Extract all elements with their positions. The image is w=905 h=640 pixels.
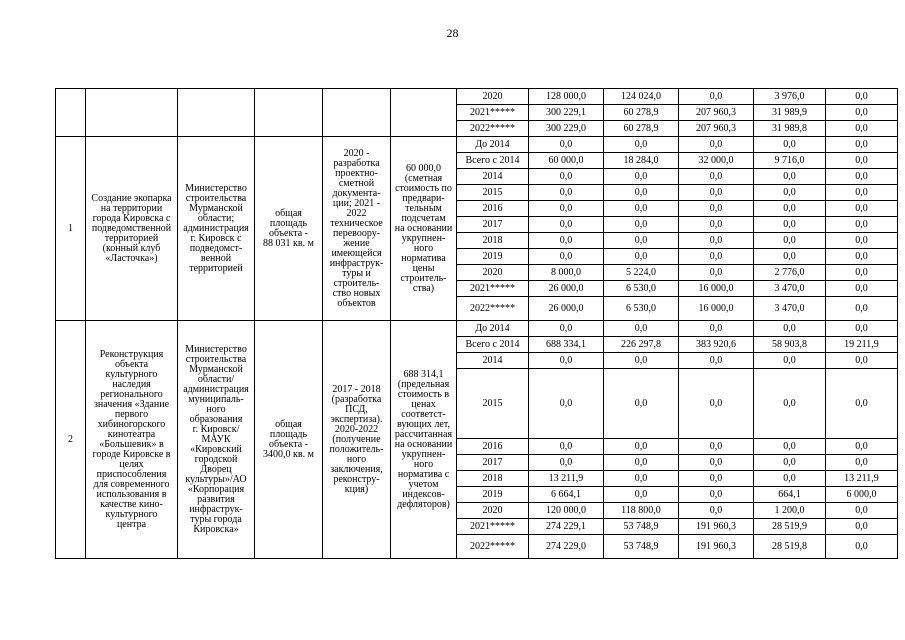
project-number: 1 [56, 137, 86, 321]
year-cell: Всего с 2014 [457, 337, 529, 353]
total-cell: 0,0 [529, 233, 604, 249]
total-cell: 0,0 [529, 455, 604, 471]
other-cell: 13 211,9 [826, 471, 898, 487]
local-cell: 3 470,0 [754, 281, 826, 297]
other-cell: 0,0 [826, 265, 898, 281]
local-cell: 0,0 [754, 353, 826, 369]
federal-cell: 53 748,9 [604, 519, 679, 535]
year-cell: 2019 [457, 487, 529, 503]
regional-cell: 0,0 [679, 265, 754, 281]
year-cell: 2021***** [457, 281, 529, 297]
year-cell: 2018 [457, 233, 529, 249]
year-cell: 2020 [457, 265, 529, 281]
federal-cell: 0,0 [604, 321, 679, 337]
federal-cell: 60 278,9 [604, 121, 679, 137]
other-cell: 0,0 [826, 535, 898, 559]
table-row [56, 89, 898, 105]
federal-cell: 60 278,9 [604, 105, 679, 121]
other-cell: 0,0 [826, 503, 898, 519]
other-cell: 0,0 [826, 121, 898, 137]
regional-cell: 16 000,0 [679, 281, 754, 297]
federal-cell: 0,0 [604, 233, 679, 249]
year-cell: 2014 [457, 353, 529, 369]
federal-cell: 0,0 [604, 185, 679, 201]
local-cell: 0,0 [754, 471, 826, 487]
total-cell: 0,0 [529, 369, 604, 439]
year-cell: 2016 [457, 201, 529, 217]
year-cell: 2021***** [457, 105, 529, 121]
federal-cell: 53 748,9 [604, 535, 679, 559]
federal-cell: 0,0 [604, 201, 679, 217]
other-cell: 0,0 [826, 439, 898, 455]
year-cell: 2019 [457, 249, 529, 265]
local-cell: 9 716,0 [754, 153, 826, 169]
local-cell: 28 519,8 [754, 535, 826, 559]
total-cell: 300 229,1 [529, 105, 604, 121]
regional-cell: 0,0 [679, 321, 754, 337]
project-timeline: 2017 - 2018 (разработка ПСД, экспертиза). 2020-2022 (получение положитель- ного заключения, реконстру- кция) [323, 321, 391, 559]
year-cell: 2014 [457, 169, 529, 185]
regional-cell: 32 000,0 [679, 153, 754, 169]
other-cell: 0,0 [826, 353, 898, 369]
other-cell: 0,0 [826, 233, 898, 249]
other-cell: 0,0 [826, 169, 898, 185]
federal-cell: 0,0 [604, 439, 679, 455]
federal-cell: 118 800,0 [604, 503, 679, 519]
other-cell: 0,0 [826, 153, 898, 169]
total-cell: 0,0 [529, 169, 604, 185]
project-timeline: 2020 - разработка проектно- сметной документа- ции; 2021 - 2022 техническое перевоору- жение имеющейся инфраструк- туры и строитель- ство новых объектов [323, 137, 391, 321]
federal-cell: 18 284,0 [604, 153, 679, 169]
local-cell: 0,0 [754, 233, 826, 249]
num-cell [56, 89, 86, 137]
regional-cell: 191 960,3 [679, 519, 754, 535]
project-name: Реконструкция объекта культурного наследия регионального значения «Здание первого хибиногорского кинотеатра «Большевик» в городе Кировске в целях приспособления для современного использования в качестве кино- культурного центра [86, 321, 178, 559]
year-cell: До 2014 [457, 321, 529, 337]
local-cell: 28 519,9 [754, 519, 826, 535]
table-row [56, 321, 898, 337]
total-cell: 0,0 [529, 321, 604, 337]
regional-cell: 0,0 [679, 185, 754, 201]
regional-cell: 0,0 [679, 89, 754, 105]
cost-cell [391, 89, 457, 137]
local-cell: 0,0 [754, 137, 826, 153]
total-cell: 688 334,1 [529, 337, 604, 353]
year-cell: 2022***** [457, 535, 529, 559]
federal-cell: 6 530,0 [604, 281, 679, 297]
federal-cell: 0,0 [604, 217, 679, 233]
federal-cell: 0,0 [604, 249, 679, 265]
project-number: 2 [56, 321, 86, 559]
regional-cell: 207 960,3 [679, 105, 754, 121]
name-cell [86, 89, 178, 137]
other-cell: 0,0 [826, 321, 898, 337]
other-cell: 0,0 [826, 217, 898, 233]
year-cell: 2015 [457, 185, 529, 201]
year-cell: 2020 [457, 89, 529, 105]
year-cell: 2017 [457, 217, 529, 233]
customer-cell [178, 89, 255, 137]
federal-cell: 0,0 [604, 353, 679, 369]
local-cell: 2 776,0 [754, 265, 826, 281]
page-number: 28 [446, 26, 459, 40]
local-cell: 0,0 [754, 369, 826, 439]
federal-cell: 0,0 [604, 455, 679, 471]
year-cell: До 2014 [457, 137, 529, 153]
federal-cell: 5 224,0 [604, 265, 679, 281]
local-cell: 58 903,8 [754, 337, 826, 353]
other-cell: 0,0 [826, 455, 898, 471]
capacity-cell [255, 89, 323, 137]
year-cell: 2018 [457, 471, 529, 487]
timeline-cell [323, 89, 391, 137]
total-cell: 26 000,0 [529, 297, 604, 321]
investment-table [55, 88, 898, 559]
regional-cell: 0,0 [679, 471, 754, 487]
regional-cell: 0,0 [679, 455, 754, 471]
local-cell: 0,0 [754, 249, 826, 265]
project-capacity: общая площадь объекта - 88 031 кв. м [255, 137, 323, 321]
total-cell: 274 229,1 [529, 519, 604, 535]
total-cell: 120 000,0 [529, 503, 604, 519]
local-cell: 664,1 [754, 487, 826, 503]
regional-cell: 0,0 [679, 353, 754, 369]
other-cell: 0,0 [826, 519, 898, 535]
local-cell: 0,0 [754, 321, 826, 337]
federal-cell: 0,0 [604, 487, 679, 503]
regional-cell: 0,0 [679, 369, 754, 439]
other-cell: 19 211,9 [826, 337, 898, 353]
local-cell: 3 470,0 [754, 297, 826, 321]
regional-cell: 16 000,0 [679, 297, 754, 321]
federal-cell: 0,0 [604, 137, 679, 153]
total-cell: 6 664,1 [529, 487, 604, 503]
total-cell: 0,0 [529, 439, 604, 455]
project-name: Создание экопарка на территории города Кировска с подведомственной территорией (конный клуб «Ласточка») [86, 137, 178, 321]
local-cell: 0,0 [754, 169, 826, 185]
local-cell: 3 976,0 [754, 89, 826, 105]
total-cell: 300 229,0 [529, 121, 604, 137]
local-cell: 0,0 [754, 217, 826, 233]
project-customer: Министерство строительства Мурманской области; администрация г. Кировск с подведомст- венной территорией [178, 137, 255, 321]
total-cell: 0,0 [529, 185, 604, 201]
local-cell: 0,0 [754, 201, 826, 217]
year-cell: Всего с 2014 [457, 153, 529, 169]
total-cell: 60 000,0 [529, 153, 604, 169]
other-cell: 0,0 [826, 185, 898, 201]
local-cell: 0,0 [754, 439, 826, 455]
regional-cell: 0,0 [679, 217, 754, 233]
other-cell: 0,0 [826, 249, 898, 265]
total-cell: 128 000,0 [529, 89, 604, 105]
year-cell: 2015 [457, 369, 529, 439]
other-cell: 0,0 [826, 105, 898, 121]
regional-cell: 0,0 [679, 487, 754, 503]
year-cell: 2022***** [457, 121, 529, 137]
year-cell: 2016 [457, 439, 529, 455]
other-cell: 6 000,0 [826, 487, 898, 503]
regional-cell: 0,0 [679, 137, 754, 153]
federal-cell: 6 530,0 [604, 297, 679, 321]
year-cell: 2021***** [457, 519, 529, 535]
other-cell: 0,0 [826, 369, 898, 439]
federal-cell: 0,0 [604, 369, 679, 439]
local-cell: 0,0 [754, 185, 826, 201]
year-cell: 2022***** [457, 297, 529, 321]
other-cell: 0,0 [826, 201, 898, 217]
federal-cell: 0,0 [604, 471, 679, 487]
regional-cell: 383 920,6 [679, 337, 754, 353]
total-cell: 274 229,0 [529, 535, 604, 559]
federal-cell: 0,0 [604, 169, 679, 185]
regional-cell: 0,0 [679, 249, 754, 265]
total-cell: 0,0 [529, 353, 604, 369]
total-cell: 8 000,0 [529, 265, 604, 281]
year-cell: 2017 [457, 455, 529, 471]
project-customer: Министерство строительства Мурманской области/ администрация муниципаль- ного образования г. Кировск/ МАУК «Кировский городской Дворец культуры»/АО «Корпорация развития инфраструк- туры города Кировска» [178, 321, 255, 559]
regional-cell: 0,0 [679, 439, 754, 455]
other-cell: 0,0 [826, 297, 898, 321]
other-cell: 0,0 [826, 89, 898, 105]
regional-cell: 0,0 [679, 201, 754, 217]
project-capacity: общая площадь объекта - 3400,0 кв. м [255, 321, 323, 559]
total-cell: 0,0 [529, 201, 604, 217]
other-cell: 0,0 [826, 137, 898, 153]
total-cell: 0,0 [529, 137, 604, 153]
local-cell: 0,0 [754, 455, 826, 471]
total-cell: 0,0 [529, 249, 604, 265]
federal-cell: 124 024,0 [604, 89, 679, 105]
local-cell: 31 989,8 [754, 121, 826, 137]
regional-cell: 207 960,3 [679, 121, 754, 137]
local-cell: 1 200,0 [754, 503, 826, 519]
regional-cell: 0,0 [679, 503, 754, 519]
local-cell: 31 989,9 [754, 105, 826, 121]
total-cell: 13 211,9 [529, 471, 604, 487]
federal-cell: 226 297,8 [604, 337, 679, 353]
total-cell: 0,0 [529, 217, 604, 233]
regional-cell: 191 960,3 [679, 535, 754, 559]
table-row [56, 137, 898, 153]
other-cell: 0,0 [826, 281, 898, 297]
regional-cell: 0,0 [679, 233, 754, 249]
project-cost: 688 314,1 (предельная стоимость в ценах соответст- вующих лет, рассчитанная на основании укрупнен- ного норматива с учетом индексов- дефляторов) [391, 321, 457, 559]
total-cell: 26 000,0 [529, 281, 604, 297]
project-cost: 60 000,0 (сметная стоимость по предвари- тельным подсчетам на основании укрупнен- ного норматива цены строитель- ства) [391, 137, 457, 321]
regional-cell: 0,0 [679, 169, 754, 185]
year-cell: 2020 [457, 503, 529, 519]
